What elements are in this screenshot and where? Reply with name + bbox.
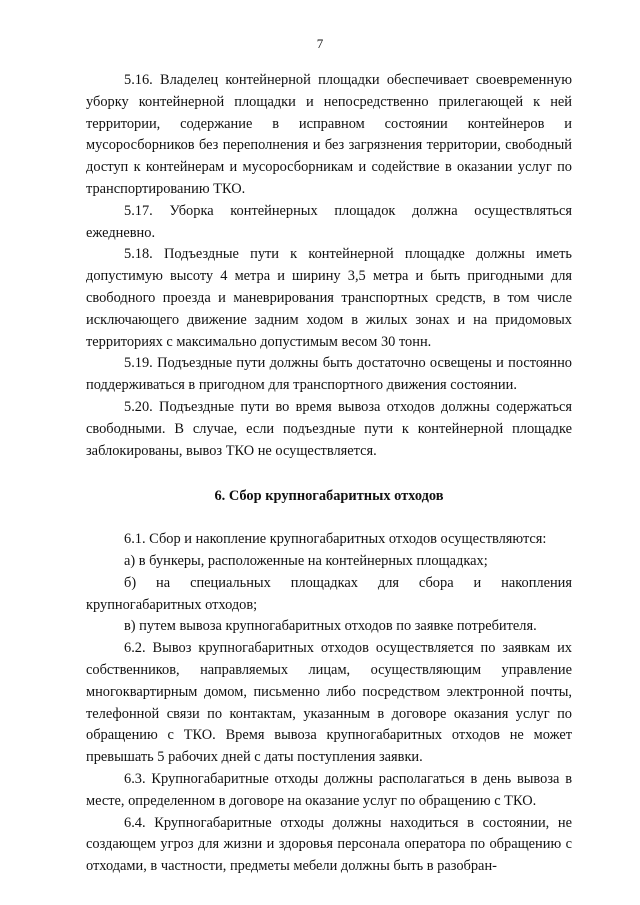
paragraph-6-4: 6.4. Крупногабаритные отходы должны находиться в состоянии, не создающем угроз для жизни и здоровья персонала оператора по обращению с отходами, в частности, предметы мебели должны быть в разобран- [86,814,572,875]
list-item-a: а) в бункеры, расположенные на контейнерных площадках; [124,552,488,569]
list-item-b: б) на специальных площадках для сбора и накопления крупногабаритных отходов; [86,574,572,613]
paragraph-6-3: 6.3. Крупногабаритные отходы должны располагаться в день вывоза в месте, определенном в договоре на оказание услуг по обращению с ТКО. [86,770,572,809]
paragraph-5-18: 5.18. Подъездные пути к контейнерной площадке должны иметь допустимую высоту 4 метра и ширину 3,5 метра и быть пригодными для свободного проезда и маневрирования транспортных средств, в том числе исключающего движение задним ходом в жилых зонах и на придомовых территориях с максимально допустимым весом 30 тонн. [86,246,572,350]
paragraph-5-20: 5.20. Подъездные пути во время вывоза отходов должны содержаться свободными. В случае, если подъездные пути к контейнерной площадке заблокированы, вывоз ТКО не осуществляется. [86,398,572,459]
document-body [86,70,572,878]
paragraph-5-16: 5.16. Владелец контейнерной площадки обеспечивает своевременную уборку контейнерной площадки и непосредственно прилегающей к ней территории, содержание в исправном состоянии контейнеров и мусоросборников без переполнения и без загрязнения территории, свободный доступ к контейнерам и мусоросборникам и содействие в оказании услуг по транспортированию ТКО. [86,72,572,197]
paragraph-5-19: 5.19. Подъездные пути должны быть достаточно освещены и постоянно поддерживаться в пригодном для транспортного движения состоянии. [86,355,572,394]
section-heading: 6. Сбор крупногабаритных отходов [214,488,444,505]
list-item-c: в) путем вывоза крупногабаритных отходов по заявке потребителя. [124,618,537,635]
paragraph-6-2: 6.2. Вывоз крупногабаритных отходов осуществляется по заявкам их собственников, направляемых лицам, осуществляющим управление многоквартирным домом, письменно либо посредством электронной почты, телефонной связи по контактам, указанным в договоре оказания услуг по обращению с ТКО. Время вывоза крупногабаритных отходов не может превышать 5 рабочих дней с даты поступления заявки. [86,640,572,766]
page-number: 7 [316,36,324,51]
paragraph-6-1: 6.1. Сбор и накопление крупногабаритных отходов осуществляются: [124,531,547,548]
paragraph-5-17: 5.17. Уборка контейнерных площадок должна осуществляться ежедневно. [86,202,572,241]
